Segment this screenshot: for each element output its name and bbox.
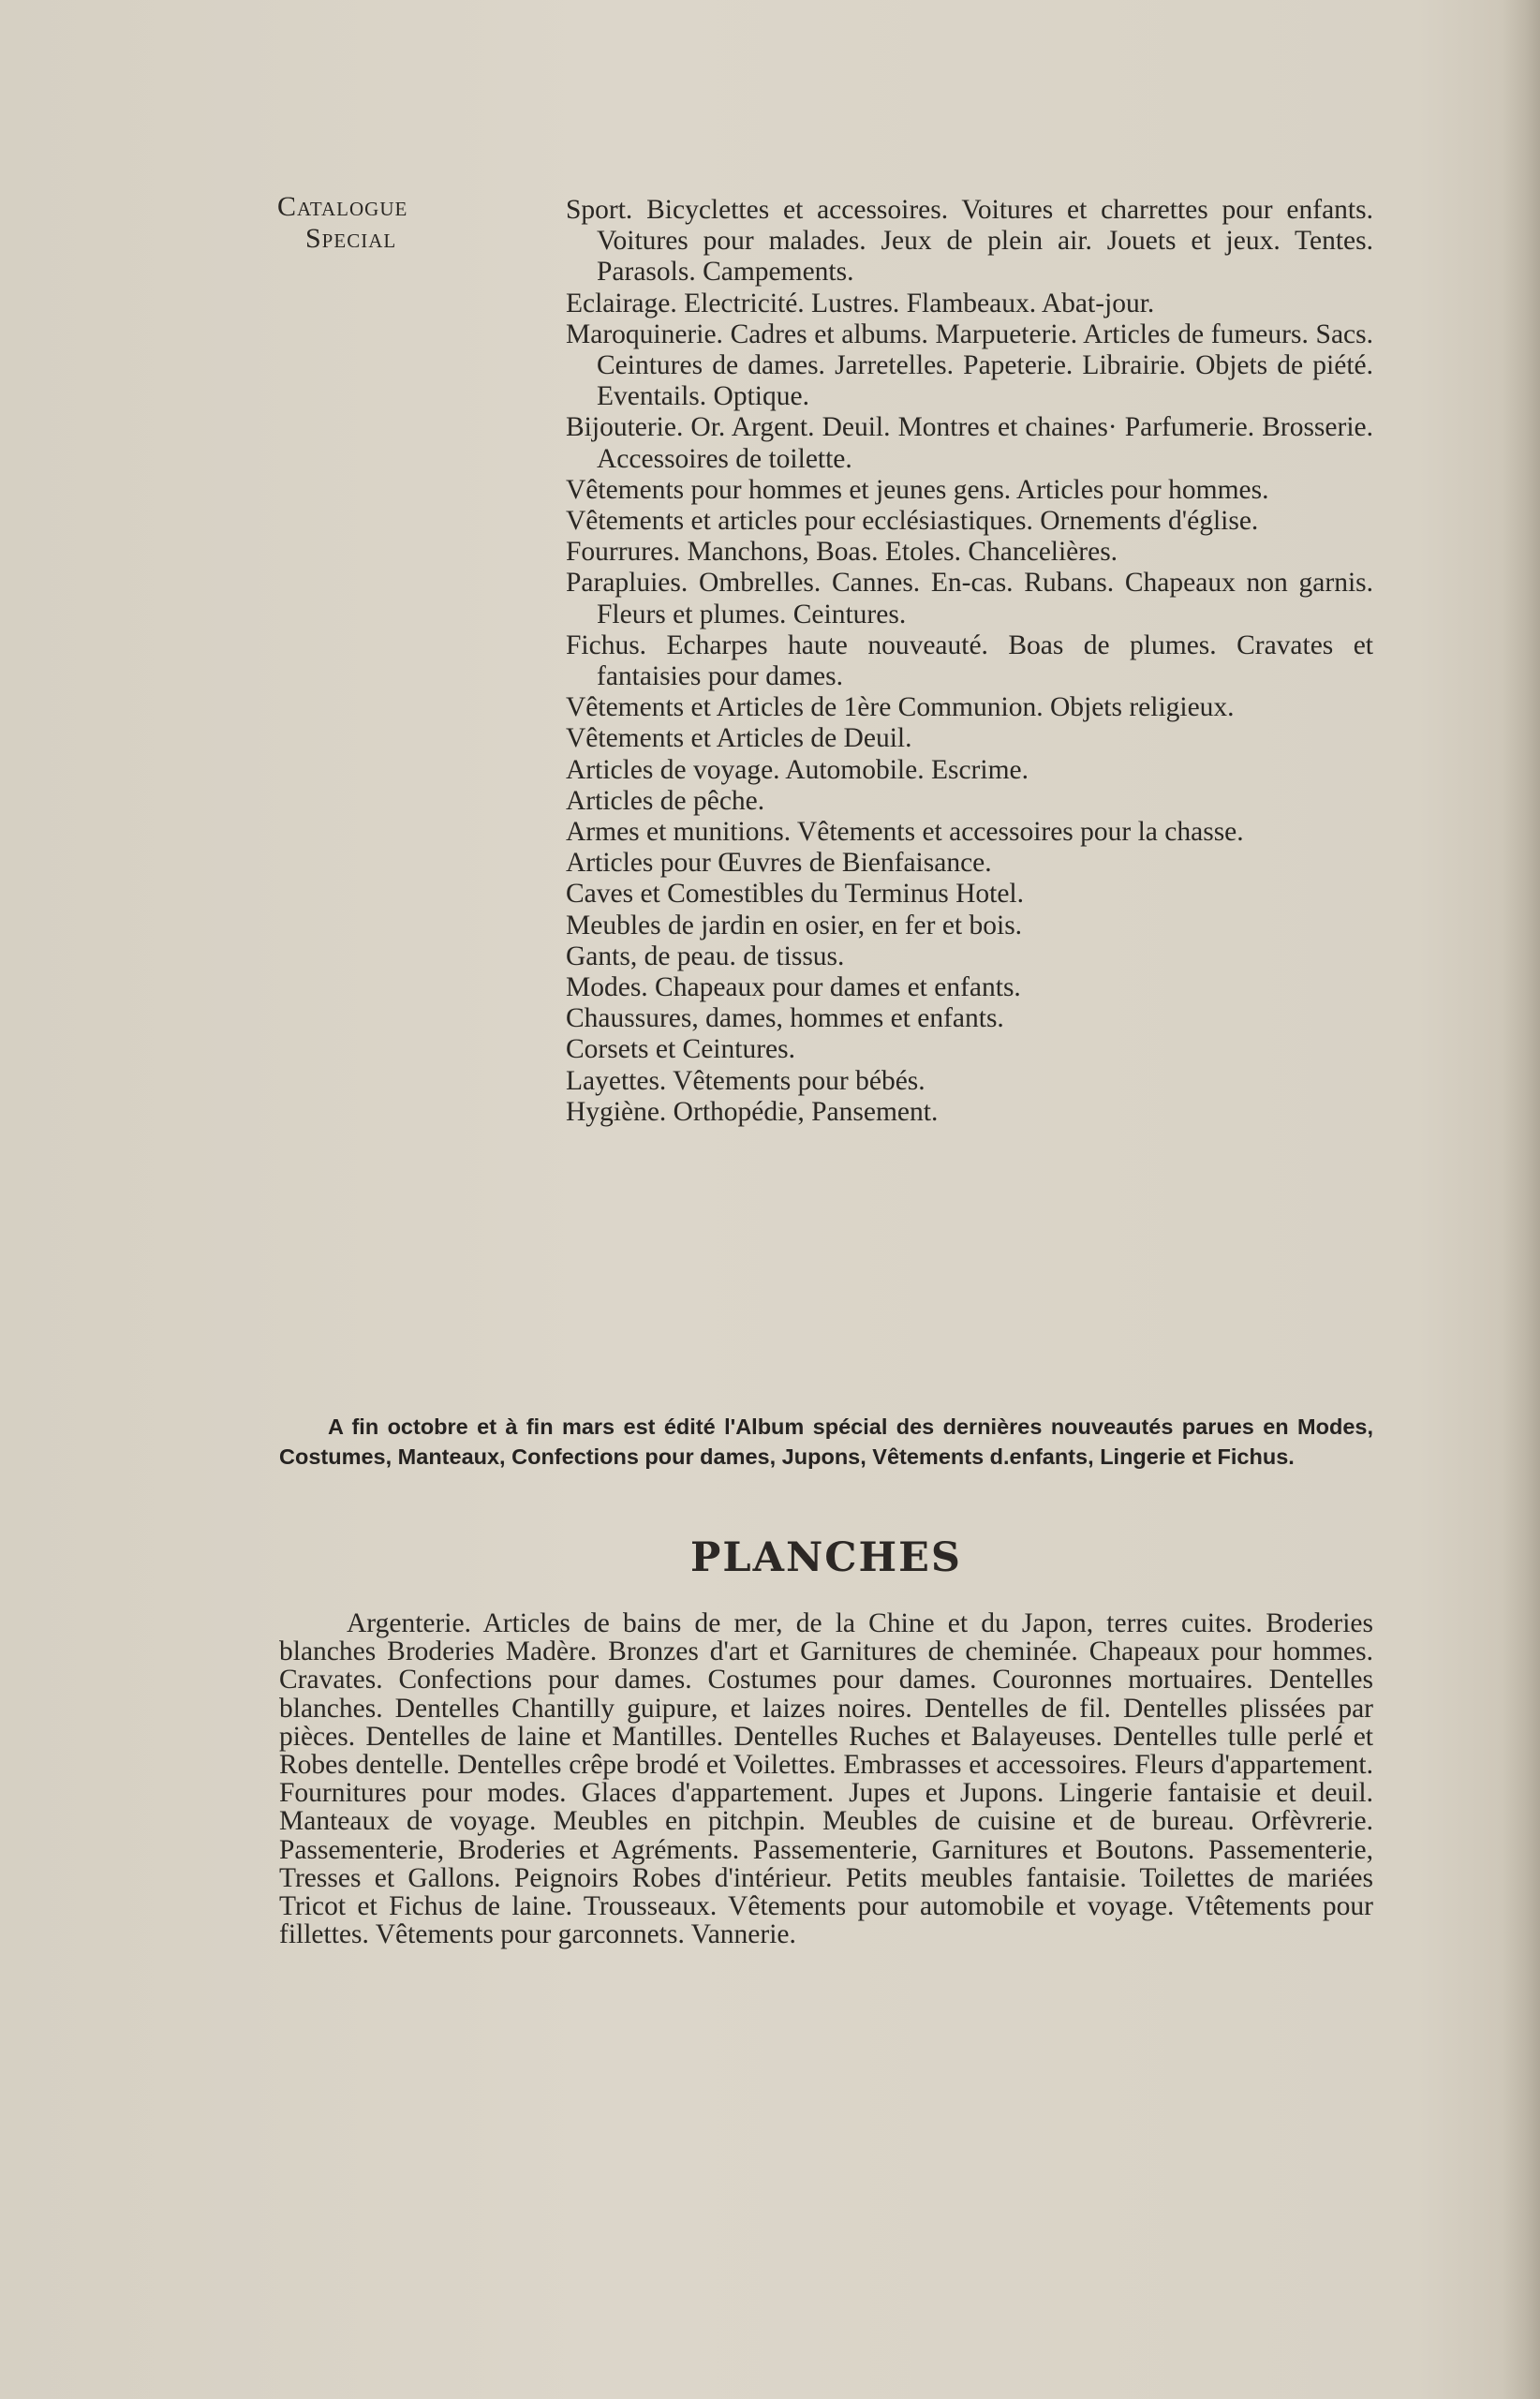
catalogue-item: Vêtements pour hommes et jeunes gens. Articles pour hommes. [566, 474, 1269, 505]
catalogue-item: Sport. Bicyclettes et accessoires. Voitures et charrettes pour enfants. Voitures pour malades. Jeux de plein air. Jouets et jeux. Tentes. Parasols. Campements. [566, 195, 1373, 288]
catalogue-item: Modes. Chapeaux pour dames et enfants. [566, 972, 1021, 1003]
catalogue-item: Parapluies. Ombrelles. Cannes. En-cas. Rubans. Chapeaux non garnis. Fleurs et plumes. Ceintures. [566, 568, 1373, 629]
catalogue-item: Caves et Comestibles du Terminus Hotel. [566, 879, 1024, 910]
planches-paragraph [279, 1609, 1373, 1948]
catalogue-item: Vêtements et Articles de 1ère Communion. Objets religieux. [566, 692, 1235, 723]
catalogue-item: Vêtements et articles pour ecclésiastiques. Ornements d'église. [566, 506, 1259, 537]
catalogue-item: Maroquinerie. Cadres et albums. Marpueterie. Articles de fumeurs. Sacs. Ceintures de dames. Jarretelles. Papeterie. Librairie. Objets de piété. Eventails. Optique. [566, 318, 1373, 412]
catalogue-item: Articles de pêche. [566, 785, 765, 816]
catalogue-item: Corsets et Ceintures. [566, 1034, 795, 1065]
catalogue-item: Chaussures, dames, hommes et enfants. [566, 1003, 1004, 1034]
catalogue-list [566, 195, 1373, 1128]
page-edge-shadow [1503, 0, 1540, 2399]
catalogue-item: Vêtements et Articles de Deuil. [566, 723, 912, 754]
catalogue-item: Fichus. Echarpes haute nouveauté. Boas de plumes. Cravates et fantaisies pour dames. [566, 629, 1373, 692]
catalogue-item: Articles de voyage. Automobile. Escrime. [566, 754, 1029, 785]
side-heading-line-2: Special [305, 223, 397, 254]
planches-text: Argenterie. Articles de bains de mer, de la Chine et du Japon, terres cuites. Broderies blanches Broderies Madère. Bronzes d'art et Garnitures de cheminée. Chapeaux pour hommes. Cravates. Confections pour dames. Costumes pour dames. Couronnes mortuaires. Dentelles blanches. Dentelles Chantilly guipure, et laizes noires. Dentelles de fil. Dentelles plissées par pièces. Dentelles de laine et Mantilles. Dentelles Ruches et Balayeuses. Dentelles tulle perlé et Robes dentelle. Dentelles crêpe brodé et Voilettes. Embrasses et accessoires. Fleurs d'appartement. Fournitures pour modes. Glaces d'appartement. Jupes et Jupons. Lingerie fantaisie et deuil. Manteaux de voyage. Meubles en pitchpin. Meubles de cuisine et de bureau. Orfèvrerie. Passementerie, Broderies et Agréments. Passementerie, Garnitures et Boutons. Passementerie, Tresses et Gallons. Peignoirs Robes d'intérieur. Petits meubles fantaisie. Toilettes de mariées Tricot et Fichus de laine. Trousseaux. Vêtements pour automobile et voyage. Vtêtements pour fillettes. Vêtements pour garconnets. Vannerie. [279, 1608, 1373, 1950]
planches-heading: PLANCHES [690, 1534, 962, 1581]
catalogue-item: Articles pour Œuvres de Bienfaisance. [566, 848, 992, 879]
catalogue-side-heading [277, 191, 465, 255]
catalogue-item: Fourrures. Manchons, Boas. Etoles. Chancelières. [566, 537, 1118, 568]
catalogue-item: Hygiène. Orthopédie, Pansement. [566, 1096, 939, 1127]
album-notice-text: A fin octobre et à fin mars est édité l'Album spécial des dernières nouveautés parues en Modes, Costumes, Manteaux, Confections pour dames, Jupons, Vêtements d.enfants, Lingerie et Fichus. [279, 1414, 1373, 1469]
catalogue-item: Layettes. Vêtements pour bébés. [566, 1065, 925, 1096]
catalogue-item: Gants, de peau. de tissus. [566, 940, 845, 971]
side-heading-line-1: Catalogue [277, 191, 408, 222]
catalogue-item: Armes et munitions. Vêtements et accessoires pour la chasse. [566, 817, 1244, 848]
catalogue-item: Meubles de jardin en osier, en fer et bois. [566, 910, 1023, 940]
catalogue-item: Bijouterie. Or. Argent. Deuil. Montres et chaines· Parfumerie. Brosserie. Accessoires de toilette. [566, 412, 1373, 474]
catalogue-item: Eclairage. Electricité. Lustres. Flambeaux. Abat-jour. [566, 288, 1155, 318]
album-notice [279, 1413, 1373, 1472]
